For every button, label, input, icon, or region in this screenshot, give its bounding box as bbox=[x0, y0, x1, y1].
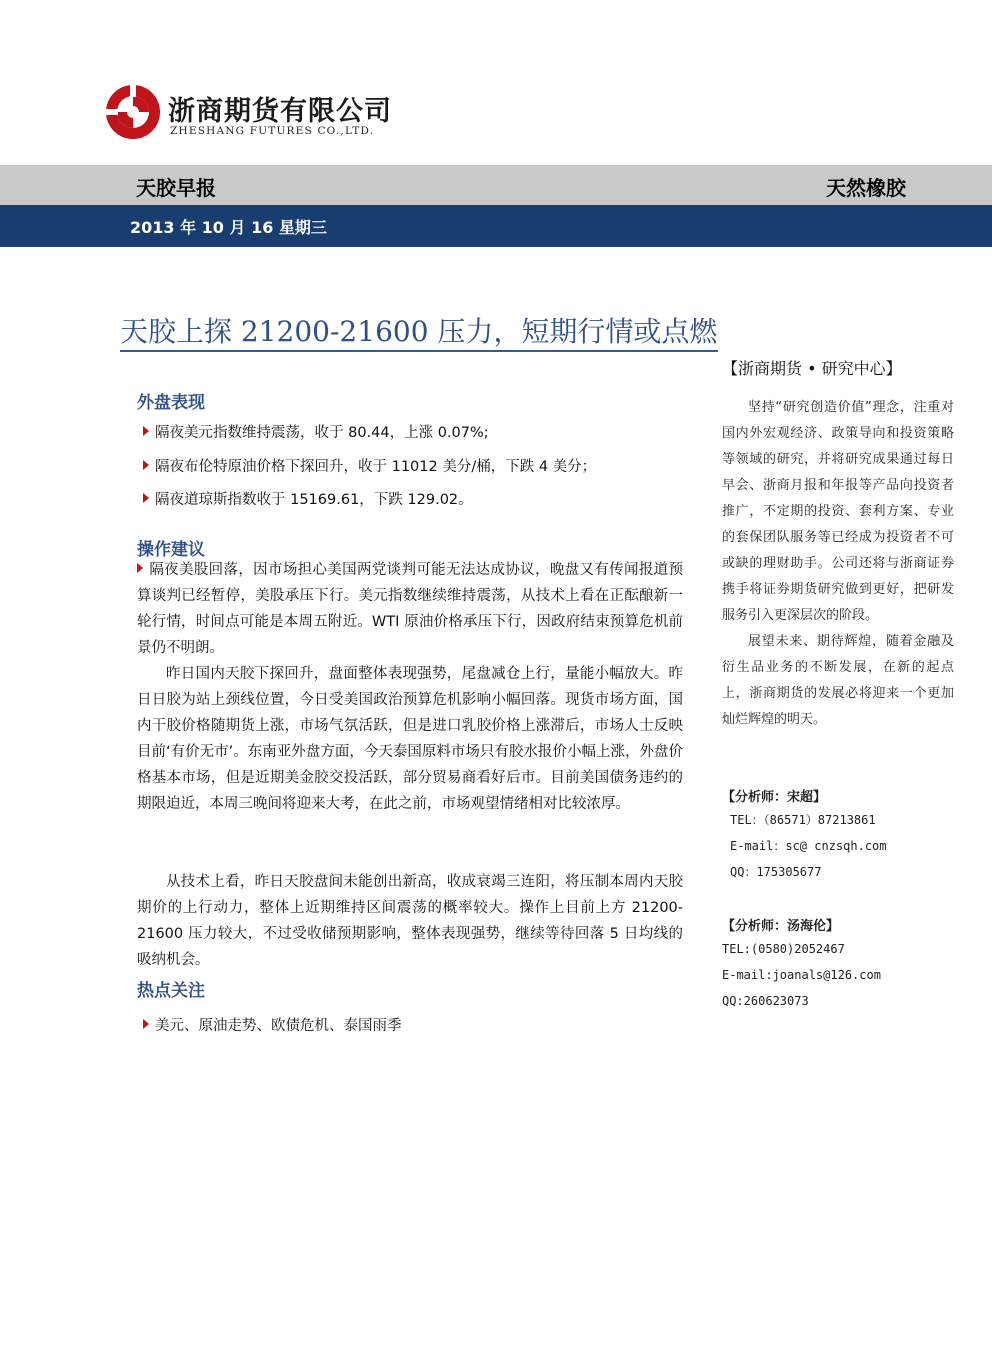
company-logo bbox=[104, 83, 404, 149]
list-item bbox=[143, 455, 596, 476]
analyst-email[interactable]: E-mail：sc@ cnzsqh.com bbox=[730, 839, 887, 853]
analyst-name: 【分析师：汤海伦】 bbox=[722, 919, 840, 934]
list-item-text: 美元、原油走势、欧债危机、泰国雨季 bbox=[155, 1018, 402, 1034]
advice-paragraph-text: 隔夜美股回落，因市场担心美国两党谈判可能无法达成协议，晚盘又有传闻报道预算谈判已经暂停，美股承压下行。美元指数继续维持震荡，从技术上看在正酝酿新一轮行情，时间点可能是本周五附近。WTI 原油价格承压下行，因政府结束预算危机前景仍不明朗。 bbox=[137, 562, 683, 656]
bullet-arrow-icon bbox=[143, 426, 149, 436]
sidebar-title: 【浙商期货 • 研究中心】 bbox=[722, 359, 902, 378]
advice-paragraph bbox=[137, 557, 683, 661]
advice-paragraph bbox=[137, 869, 683, 973]
advice-paragraph-text: 昨日国内天胶下探回升，盘面整体表现强势，尾盘减仓上行，量能小幅放大。昨日日胶为站上颈线位置，今日受美国政治预算危机影响小幅回落。现货市场方面，国内干胶价格随期货上涨，市场气氛活跃，但是进口乳胶价格上涨滞后，市场人士反映目前‘有价无市’。东南亚外盘方面，今天泰国原料市场只有胶水报价小幅上涨，外盘价格基本市场，但是近期美金胶交投活跃，部分贸易商看好后市。目前美国债务违约的期限迫近，本周三晚间将迎来大考，在此之前，市场观望情绪相对比较浓厚。 bbox=[137, 666, 683, 812]
section-heading-hot: 热点关注 bbox=[137, 981, 205, 1001]
headline: 天胶上探 21200-21600 压力，短期行情或点燃 bbox=[120, 315, 718, 348]
bullet-arrow-icon bbox=[137, 563, 143, 573]
list-item-text: 隔夜道琼斯指数收于 15169.61，下跌 129.02。 bbox=[155, 492, 473, 508]
analyst-qq: QQ：175305677 bbox=[730, 865, 822, 879]
analyst-card bbox=[722, 915, 962, 1019]
sidebar-intro bbox=[722, 395, 954, 733]
company-name-cn: 浙商期货有限公司 bbox=[168, 96, 392, 127]
bullet-arrow-icon bbox=[143, 1019, 149, 1029]
list-item bbox=[143, 421, 489, 442]
list-item bbox=[143, 488, 473, 509]
analyst-email[interactable]: E-mail:joanals@126.com bbox=[722, 968, 881, 982]
advice-paragraph bbox=[137, 661, 683, 817]
sidebar-intro-paragraph: 坚持“研究创造价值”理念，注重对国内外宏观经济、政策导向和投资策略等领域的研究，并将研究成果通过每日早会、浙商月报和年报等产品向投资者推广，不定期的投资、套利方案、专业的套保团队服务等已经成为投资者不可或缺的理财助手。公司还将与浙商证券携手将证券期货研究做到更好，把研发服务引入更深层次的阶段。 bbox=[722, 400, 954, 623]
analyst-tel: TEL：（86571）87213861 bbox=[730, 813, 876, 827]
company-logo-icon bbox=[104, 83, 162, 141]
advice-paragraph-text: 从技术上看，昨日天胶盘间未能创出新高，收成衰竭三连阳，将压制本周内天胶期价的上行动力，整体上近期维持区间震荡的概率较大。操作上目前上方 21200-21600 压力较大，不过受收储预期影响，整体表现强势，继续等待回落 5 日均线的吸纳机会。 bbox=[137, 874, 683, 968]
report-category: 天然橡胶 bbox=[826, 176, 906, 200]
analyst-qq: QQ:260623073 bbox=[722, 994, 809, 1008]
analyst-tel: TEL:(0580)2052467 bbox=[722, 942, 845, 956]
sidebar-intro-paragraph: 展望未来、期待辉煌，随着金融及衍生品业务的不断发展，在新的起点上，浙商期货的发展必将迎来一个更加灿烂辉煌的明天。 bbox=[722, 634, 954, 727]
headline-divider bbox=[120, 350, 718, 352]
report-name: 天胶早报 bbox=[136, 176, 216, 200]
section-heading-overseas: 外盘表现 bbox=[137, 393, 205, 413]
company-name-en: ZHESHANG FUTURES CO.,LTD. bbox=[170, 125, 375, 137]
report-date: 2013 年 10 月 16 星期三 bbox=[130, 218, 327, 237]
bullet-arrow-icon bbox=[143, 493, 149, 503]
list-item-text: 隔夜美元指数维持震荡，收于 80.44，上涨 0.07%; bbox=[155, 425, 489, 441]
list-item bbox=[143, 1014, 402, 1035]
list-item-text: 隔夜布伦特原油价格下探回升，收于 11012 美分/桶，下跌 4 美分； bbox=[155, 459, 597, 475]
report-title-band bbox=[0, 165, 992, 205]
date-band bbox=[0, 205, 992, 247]
bullet-arrow-icon bbox=[143, 460, 149, 470]
analyst-name: 【分析师：宋超】 bbox=[722, 790, 827, 805]
section-heading-advice: 操作建议 bbox=[137, 540, 205, 560]
analyst-card bbox=[722, 786, 962, 890]
